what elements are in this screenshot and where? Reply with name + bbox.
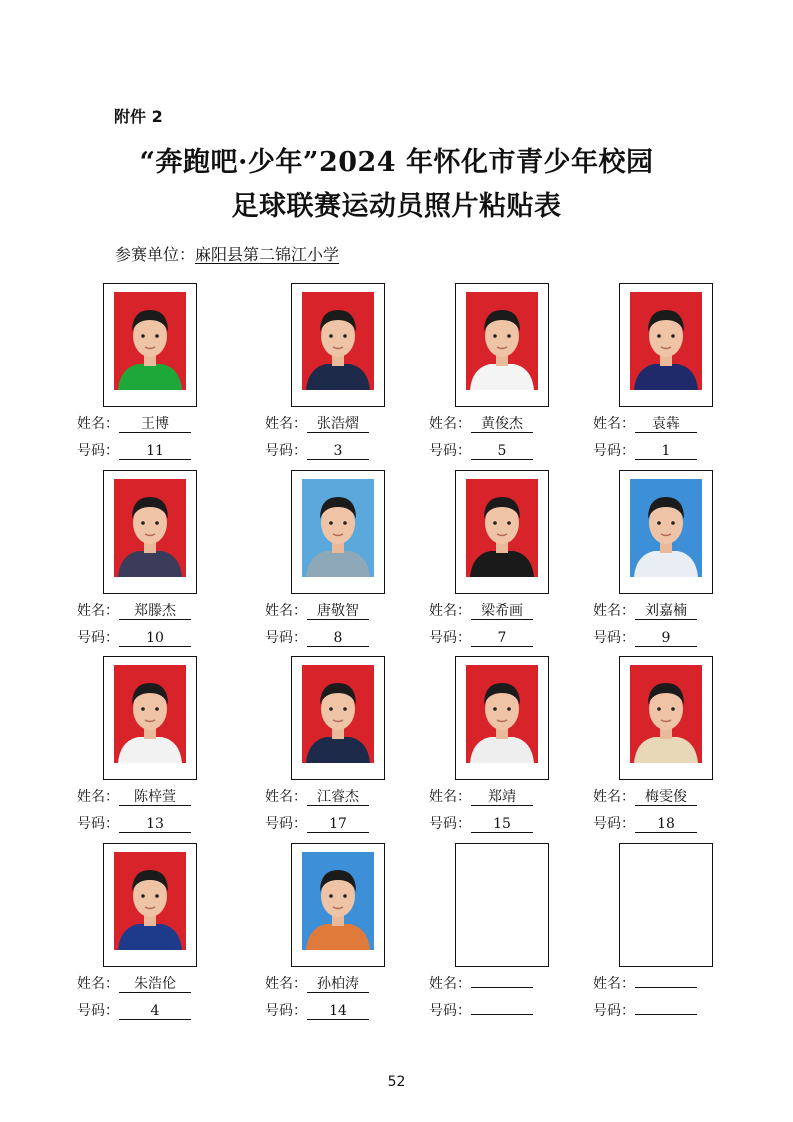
player-card xyxy=(77,283,257,463)
photo-frame xyxy=(455,470,549,594)
player-card xyxy=(429,283,609,463)
player-photo xyxy=(466,665,538,763)
player-name-line xyxy=(265,786,369,806)
name-label: 姓名： xyxy=(429,603,471,619)
player-number: 8 xyxy=(307,630,369,647)
player-number: 11 xyxy=(119,443,191,460)
player-number: 14 xyxy=(307,1003,369,1020)
player-name: 梅雯俊 xyxy=(635,789,697,806)
number-label: 号码： xyxy=(593,1003,635,1019)
photo-frame xyxy=(455,843,549,967)
name-label: 姓名： xyxy=(593,603,635,619)
name-label: 姓名： xyxy=(593,976,635,992)
player-photo xyxy=(114,665,186,763)
player-name: 张浩熠 xyxy=(307,416,369,433)
player-number-line xyxy=(593,627,697,647)
unit-label: 参赛单位： xyxy=(115,245,196,264)
name-label: 姓名： xyxy=(429,976,471,992)
player-card xyxy=(265,656,445,836)
player-name: 袁犇 xyxy=(635,416,697,433)
player-number-line xyxy=(429,440,533,460)
player-name-line xyxy=(593,600,697,620)
player-name: 江睿杰 xyxy=(307,789,369,806)
player-number-line xyxy=(429,627,533,647)
player-number: 10 xyxy=(119,630,191,647)
player-number xyxy=(471,1014,533,1015)
player-card xyxy=(593,656,773,836)
player-card xyxy=(265,843,445,1023)
player-number-line xyxy=(265,627,369,647)
number-label: 号码： xyxy=(593,630,635,646)
player-number: 1 xyxy=(635,443,697,460)
number-label: 号码： xyxy=(77,1003,119,1019)
player-number: 15 xyxy=(471,816,533,833)
player-name: 梁希画 xyxy=(471,603,533,620)
player-name: 黄俊杰 xyxy=(471,416,533,433)
player-name-line xyxy=(77,973,191,993)
player-photo xyxy=(302,665,374,763)
name-label: 姓名： xyxy=(265,603,307,619)
photo-frame xyxy=(291,470,385,594)
player-number: 7 xyxy=(471,630,533,647)
player-name-line xyxy=(593,786,697,806)
player-number: 13 xyxy=(119,816,191,833)
player-number-line xyxy=(265,440,369,460)
player-photo xyxy=(302,479,374,577)
player-photo xyxy=(302,852,374,950)
player-number xyxy=(635,1014,697,1015)
player-name: 朱浩伦 xyxy=(119,976,191,993)
player-name-line xyxy=(77,600,191,620)
number-label: 号码： xyxy=(265,1003,307,1019)
player-name-line xyxy=(429,413,533,433)
player-name-line xyxy=(265,973,369,993)
player-card xyxy=(77,470,257,650)
player-photo xyxy=(630,665,702,763)
photo-frame xyxy=(103,283,197,407)
photo-frame xyxy=(291,656,385,780)
player-photo xyxy=(630,479,702,577)
player-number-line xyxy=(593,440,697,460)
document-title-line2: 足球联赛运动员照片粘贴表 xyxy=(231,191,562,222)
player-number-line xyxy=(77,1000,191,1020)
name-label: 姓名： xyxy=(265,789,307,805)
name-label: 姓名： xyxy=(429,416,471,432)
photo-frame xyxy=(103,656,197,780)
player-number-line xyxy=(77,813,191,833)
photo-frame xyxy=(619,283,713,407)
player-name: 陈梓萱 xyxy=(119,789,191,806)
photo-frame xyxy=(291,843,385,967)
player-name: 刘嘉楠 xyxy=(635,603,697,620)
name-label: 姓名： xyxy=(593,416,635,432)
number-label: 号码： xyxy=(593,816,635,832)
player-number: 9 xyxy=(635,630,697,647)
player-name-line xyxy=(265,413,369,433)
player-number-line xyxy=(265,1000,369,1020)
player-number: 18 xyxy=(635,816,697,833)
player-photo xyxy=(114,479,186,577)
player-name-line xyxy=(77,413,191,433)
photo-frame xyxy=(619,470,713,594)
photo-frame xyxy=(291,283,385,407)
player-number: 3 xyxy=(307,443,369,460)
player-photo xyxy=(630,292,702,390)
player-name-line xyxy=(77,786,191,806)
number-label: 号码： xyxy=(265,816,307,832)
photo-frame xyxy=(619,843,713,967)
player-photo xyxy=(114,852,186,950)
player-card xyxy=(429,843,609,1023)
player-name-line xyxy=(593,413,697,433)
player-photo xyxy=(302,292,374,390)
number-label: 号码： xyxy=(77,443,119,459)
player-photo xyxy=(466,292,538,390)
player-number: 5 xyxy=(471,443,533,460)
player-card xyxy=(593,470,773,650)
name-label: 姓名： xyxy=(77,976,119,992)
player-number-line xyxy=(265,813,369,833)
photo-frame xyxy=(455,283,549,407)
player-card xyxy=(77,656,257,836)
player-number: 4 xyxy=(119,1003,191,1020)
number-label: 号码： xyxy=(77,630,119,646)
number-label: 号码： xyxy=(429,443,471,459)
player-name: 唐敬智 xyxy=(307,603,369,620)
document-title-line1: “奔跑吧·少年”2024 年怀化市青少年校园 xyxy=(139,147,654,178)
name-label: 姓名： xyxy=(593,789,635,805)
number-label: 号码： xyxy=(429,816,471,832)
number-label: 号码： xyxy=(265,630,307,646)
player-number-line xyxy=(593,813,697,833)
photo-frame xyxy=(103,843,197,967)
name-label: 姓名： xyxy=(265,416,307,432)
player-card xyxy=(265,470,445,650)
player-number-line xyxy=(429,1000,533,1020)
attachment-label: 附件 2 xyxy=(114,107,163,126)
player-name-line xyxy=(593,973,697,993)
player-card xyxy=(77,843,257,1023)
player-number-line xyxy=(77,440,191,460)
player-name: 王博 xyxy=(119,416,191,433)
player-number-line xyxy=(77,627,191,647)
number-label: 号码： xyxy=(429,1003,471,1019)
player-number-line xyxy=(593,1000,697,1020)
player-card xyxy=(593,843,773,1023)
player-name: 郑靖 xyxy=(471,789,533,806)
player-card xyxy=(265,283,445,463)
player-card xyxy=(429,470,609,650)
player-name xyxy=(635,987,697,988)
player-card xyxy=(593,283,773,463)
number-label: 号码： xyxy=(265,443,307,459)
player-card xyxy=(429,656,609,836)
number-label: 号码： xyxy=(429,630,471,646)
name-label: 姓名： xyxy=(77,789,119,805)
player-name-line xyxy=(429,973,533,993)
player-number-line xyxy=(429,813,533,833)
name-label: 姓名： xyxy=(77,416,119,432)
photo-frame xyxy=(455,656,549,780)
player-name-line xyxy=(429,600,533,620)
player-photo xyxy=(114,292,186,390)
player-name: 郑滕杰 xyxy=(119,603,191,620)
number-label: 号码： xyxy=(593,443,635,459)
name-label: 姓名： xyxy=(429,789,471,805)
player-photo xyxy=(466,479,538,577)
player-name-line xyxy=(265,600,369,620)
player-name xyxy=(471,987,533,988)
unit-value: 麻阳县第二锦江小学 xyxy=(195,245,340,264)
photo-frame xyxy=(103,470,197,594)
number-label: 号码： xyxy=(77,816,119,832)
photo-frame xyxy=(619,656,713,780)
page-number: 52 xyxy=(387,1074,406,1090)
participating-unit xyxy=(115,242,339,265)
name-label: 姓名： xyxy=(265,976,307,992)
player-name-line xyxy=(429,786,533,806)
player-number: 17 xyxy=(307,816,369,833)
name-label: 姓名： xyxy=(77,603,119,619)
player-name: 孙柏涛 xyxy=(307,976,369,993)
